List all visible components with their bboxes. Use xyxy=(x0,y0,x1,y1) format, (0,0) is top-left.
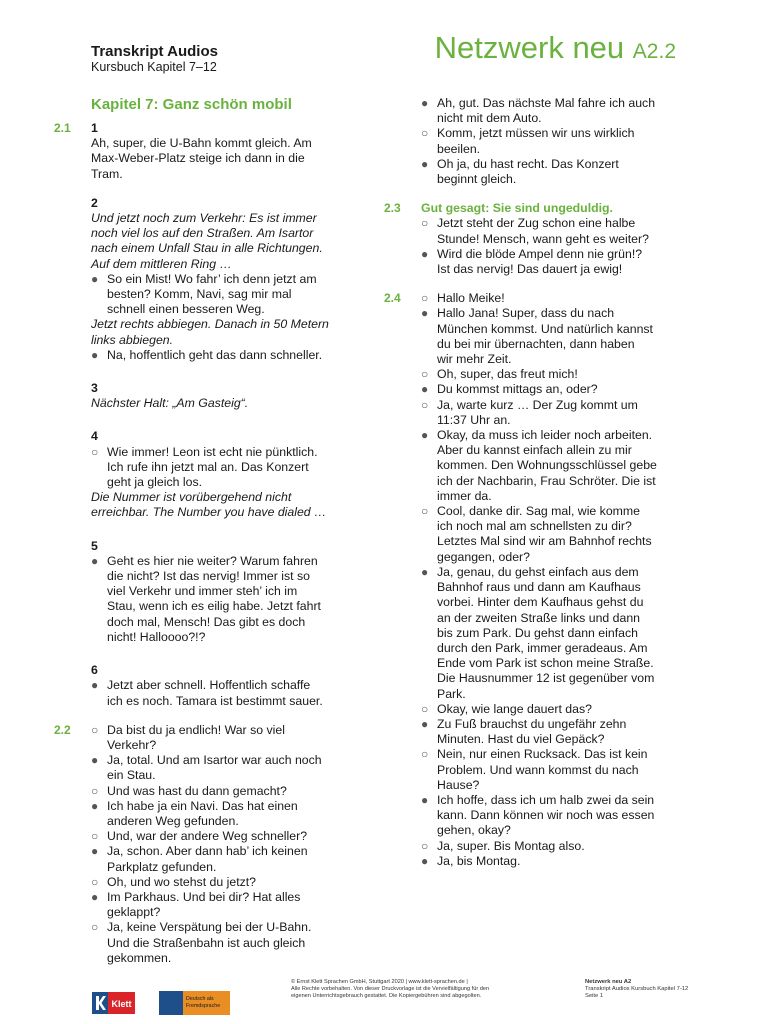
dialog-block-4 xyxy=(91,429,353,520)
text-line: So ein Mist! Wo fahr’ ich denn jetzt am xyxy=(107,271,317,286)
text-line: Park. xyxy=(437,686,466,701)
speech-line xyxy=(421,306,683,367)
speech-line xyxy=(421,854,683,869)
filled-bullet-icon: ● xyxy=(91,753,99,768)
page-number: Seite 1 xyxy=(585,993,604,999)
legal-line: eigenen Unterrichtsgebrauch gestattet. Die Kopiergebühren sind abgegolten. xyxy=(291,993,482,999)
legal-line: Alle Rechte vorbehalten. Von dieser Druckvorlage ist die Vervielfältigung für den xyxy=(291,986,490,992)
filled-bullet-icon: ● xyxy=(421,96,429,110)
open-bullet-icon: ○ xyxy=(91,874,99,889)
text-line: Ich rufe ihn jetzt mal an. Das Konzert xyxy=(107,459,309,474)
section-number: 2.1 xyxy=(54,121,71,135)
text-line: Ende vom Park ist schon meine Straße. xyxy=(437,656,654,671)
filled-bullet-icon: ● xyxy=(91,678,99,693)
italic-line: noch viel los auf den Straßen. Am Isartor xyxy=(91,226,314,241)
chapter-heading: Kapitel 7: Ganz schön mobil xyxy=(91,96,292,113)
text-line: München kommst. Und natürlich kannst xyxy=(437,321,653,336)
text-line: Die Hausnummer 12 ist gegenüber vom xyxy=(437,671,655,686)
speech-line xyxy=(421,793,683,839)
text-line: Tram. xyxy=(91,166,123,181)
text-line: Ja, total. Und am Isartor war auch noch xyxy=(107,753,322,768)
text-line: Letztes Mal sind wir am Bahnhof rechts xyxy=(437,534,652,549)
text-line: Zu Fuß brauchst du ungefähr zehn xyxy=(437,716,627,731)
section-number: 2.3 xyxy=(384,201,401,216)
text-line: anderen Weg gefunden. xyxy=(107,813,239,828)
speech-line xyxy=(421,839,683,854)
klett-logo-icon xyxy=(92,992,135,1014)
right-column xyxy=(384,96,683,869)
text-line: Na, hoffentlich geht das dann schneller. xyxy=(107,347,323,362)
text-line: Oh ja, du hast recht. Das Konzert xyxy=(437,156,619,171)
speech-line xyxy=(421,247,683,277)
speech-line xyxy=(421,291,683,306)
text-line: Ja, keine Verspätung bei der U-Bahn. xyxy=(107,920,312,935)
dialog-block-1 xyxy=(91,121,353,182)
text-line: Ja, super. Bis Montag also. xyxy=(437,838,585,853)
text-line: Problem. Und wann kommst du nach xyxy=(437,762,639,777)
text-line: Wird die blöde Ampel denn nie grün!? xyxy=(437,246,643,261)
footer xyxy=(0,979,768,1019)
filled-bullet-icon: ● xyxy=(91,553,99,568)
open-bullet-icon: ○ xyxy=(91,829,99,844)
section-2-3 xyxy=(384,201,683,277)
speech-line xyxy=(91,799,353,829)
text-line: Ich habe ja ein Navi. Das hat einen xyxy=(107,798,298,813)
speech-line xyxy=(91,554,353,645)
text-line: Cool, danke dir. Sag mal, wie komme xyxy=(437,504,640,519)
speech-line xyxy=(421,367,683,382)
italic-line: Und jetzt noch zum Verkehr: Es ist immer xyxy=(91,211,317,226)
filled-bullet-icon: ● xyxy=(421,306,429,321)
block-number: 6 xyxy=(91,663,98,678)
open-bullet-icon: ○ xyxy=(91,783,99,798)
text-line: immer da. xyxy=(437,488,492,503)
document-subtitle: Kursbuch Kapitel 7–12 xyxy=(91,60,217,74)
text-line: Verkehr? xyxy=(107,737,157,752)
left-column xyxy=(54,96,353,966)
filled-bullet-icon: ● xyxy=(421,382,429,397)
text-line: Ja, warte kurz … Der Zug kommt um xyxy=(437,397,638,412)
italic-line: Auf dem mittleren Ring … xyxy=(91,256,232,271)
speech-line xyxy=(421,428,683,504)
text-line: Oh, und wo stehst du jetzt? xyxy=(107,874,257,889)
open-bullet-icon: ○ xyxy=(91,444,99,459)
text-line: Okay, wie lange dauert das? xyxy=(437,701,592,716)
text-line: ich noch mal am schnellsten zu dir? xyxy=(437,519,632,534)
text-line: Ist das nervig! Das dauert ja ewig! xyxy=(437,262,623,277)
open-bullet-icon: ○ xyxy=(421,291,429,306)
daf-logo-text xyxy=(186,996,230,1009)
text-line: doch mal, Mensch! Das gibt es doch xyxy=(107,614,306,629)
dialog-block-3 xyxy=(91,381,353,411)
open-bullet-icon: ○ xyxy=(421,747,429,762)
text-line: 11:37 Uhr an. xyxy=(437,412,511,427)
block-number: 2 xyxy=(91,195,98,210)
daf-logo-line: Fremdsprache xyxy=(186,1002,221,1009)
text-line: viel Verkehr und immer steh’ ich im xyxy=(107,584,298,599)
speech-line xyxy=(91,844,353,874)
open-bullet-icon: ○ xyxy=(421,397,429,412)
brand-name: Netzwerk neu xyxy=(434,30,625,65)
open-bullet-icon: ○ xyxy=(421,367,429,382)
text-line: Jetzt aber schnell. Hoffentlich schaffe xyxy=(107,678,311,693)
brand-level: A2.2 xyxy=(632,40,676,63)
block-number: 5 xyxy=(91,538,98,553)
text-line: du bei mir übernachten, dann haben xyxy=(437,336,635,351)
speech-line xyxy=(421,747,683,793)
italic-line: links abbiegen. xyxy=(91,332,174,347)
text-line: Hallo Meike! xyxy=(437,291,505,306)
imprint-line: Transkript Audios Kursbuch Kapitel 7-12 xyxy=(585,986,689,992)
text-line: Da bist du ja endlich! War so viel xyxy=(107,722,285,737)
text-line: Max-Weber-Platz steige ich dann in die xyxy=(91,151,305,166)
speech-line xyxy=(91,890,353,920)
text-line: Du kommst mittags an, oder? xyxy=(437,382,598,397)
section-heading: Gut gesagt: Sie sind ungeduldig. xyxy=(421,201,613,216)
block-number: 3 xyxy=(91,381,98,396)
open-bullet-icon: ○ xyxy=(421,216,429,231)
italic-line: nach einem Unfall Stau in alle Richtungen. xyxy=(91,241,323,256)
italic-line: Die Nummer ist vorübergehend nicht xyxy=(91,490,292,505)
text-line: ein Stau. xyxy=(107,768,156,783)
header-left xyxy=(91,43,218,75)
open-bullet-icon: ○ xyxy=(421,504,429,519)
text-line: Ja, genau, du gehst einfach aus dem xyxy=(437,564,639,579)
text-line: an der zweiten Straße links und dann xyxy=(437,610,641,625)
text-line: Komm, jetzt müssen wir uns wirklich xyxy=(437,126,635,141)
speech-line xyxy=(91,784,353,799)
speech-line xyxy=(421,398,683,428)
filled-bullet-icon: ● xyxy=(421,246,429,261)
text-line: geklappt? xyxy=(107,905,161,920)
filled-bullet-icon: ● xyxy=(421,156,429,171)
text-line: gehen, okay? xyxy=(437,823,511,838)
speech-line xyxy=(91,348,353,363)
text-line: Minuten. Hast du viel Gepäck? xyxy=(437,732,605,747)
text-line: beginnt gleich. xyxy=(437,172,517,187)
filled-bullet-icon: ● xyxy=(91,347,99,362)
filled-bullet-icon: ● xyxy=(421,853,429,868)
speech-line xyxy=(421,126,683,156)
filled-bullet-icon: ● xyxy=(91,798,99,813)
text-line: Ich hoffe, dass ich um halb zwei da sein xyxy=(437,792,655,807)
text-line: nicht mit dem Auto. xyxy=(437,111,542,126)
speech-line xyxy=(91,753,353,783)
speech-line xyxy=(421,702,683,717)
dialog-block-5 xyxy=(91,539,353,645)
text-line: durch den Park, immer geradeaus. Am xyxy=(437,640,648,655)
text-line: Im Parkhaus. Und bei dir? Hat alles xyxy=(107,889,301,904)
text-line: nicht! Halloooo?!? xyxy=(107,629,206,644)
text-line: kann. Dann können wir noch was essen xyxy=(437,808,655,823)
open-bullet-icon: ○ xyxy=(91,920,99,935)
italic-line: Nächster Halt: „Am Gasteig“. xyxy=(91,396,249,411)
dialog-lines xyxy=(421,216,683,277)
speech-line xyxy=(421,717,683,747)
section-2-4 xyxy=(384,291,683,869)
text-line: bis zum Park. Du gehst dann einfach xyxy=(437,625,638,640)
open-bullet-icon: ○ xyxy=(421,838,429,853)
text-line: Aber du kannst einfach allein zu mir xyxy=(437,443,632,458)
speech-line xyxy=(421,157,683,187)
speech-line xyxy=(421,96,683,126)
open-bullet-icon: ○ xyxy=(421,701,429,716)
filled-bullet-icon: ● xyxy=(421,428,429,443)
brand-logo xyxy=(435,30,676,70)
open-bullet-icon: ○ xyxy=(421,126,429,141)
text-line: Hause? xyxy=(437,777,480,792)
open-bullet-icon: ○ xyxy=(91,722,99,737)
klett-logo xyxy=(92,992,135,1014)
text-line: kommen. Den Wohnungsschlüssel gebe xyxy=(437,458,657,473)
text-line: Parkplatz gefunden. xyxy=(107,859,217,874)
daf-logo-square xyxy=(159,991,183,1015)
section-2-1 xyxy=(54,121,353,709)
speech-line xyxy=(91,445,353,491)
text-line: Und, war der andere Weg schneller? xyxy=(107,829,308,844)
section-2-2 xyxy=(54,722,353,966)
text-line: Ja, schon. Aber dann hab’ ich keinen xyxy=(107,844,308,859)
text-line: Ah, super, die U-Bahn kommt gleich. Am xyxy=(91,136,312,151)
text-line: Und was hast du dann gemacht? xyxy=(107,783,287,798)
italic-line: erreichbar. The Number you have dialed … xyxy=(91,505,327,520)
text-line: geht ja gleich los. xyxy=(107,475,203,490)
legal-line: © Ernst Klett Sprachen GmbH, Stuttgart 2020 | www.klett-sprachen.de | xyxy=(291,979,468,985)
text-line: Stunde! Mensch, wann geht es weiter? xyxy=(437,231,649,246)
filled-bullet-icon: ● xyxy=(421,716,429,731)
text-line: Stau, wenn ich es eilig habe. Jetzt fahrt xyxy=(107,599,321,614)
text-line: Wie immer! Leon ist echt nie pünktlich. xyxy=(107,444,318,459)
italic-line: Jetzt rechts abbiegen. Danach in 50 Metern xyxy=(91,317,329,332)
dialog-block-2 xyxy=(91,196,353,363)
imprint-title: Netzwerk neu A2 xyxy=(585,979,632,985)
text-line: Hallo Jana! Super, dass du nach xyxy=(437,306,615,321)
speech-line xyxy=(91,829,353,844)
text-line: Ja, bis Montag. xyxy=(437,853,521,868)
speech-line xyxy=(421,382,683,397)
speech-line xyxy=(421,504,683,565)
text-line: gekommen. xyxy=(107,950,172,965)
text-line: ich es noch. Tamara ist bestimmt sauer. xyxy=(107,693,323,708)
text-line: Bahnhof raus und dann am Kaufhaus xyxy=(437,580,641,595)
block-number: 4 xyxy=(91,429,98,444)
text-line: Nein, nur einen Rucksack. Das ist kein xyxy=(437,747,648,762)
copyright-notice xyxy=(291,979,531,1000)
speech-line xyxy=(91,920,353,966)
dialog-lines-continued xyxy=(421,96,683,187)
dialog-lines xyxy=(91,723,353,966)
speech-line xyxy=(421,216,683,246)
speech-line xyxy=(91,723,353,753)
daf-logo-line: Deutsch als xyxy=(186,996,214,1002)
text-line: schnell einen besseren Weg. xyxy=(107,302,265,317)
text-line: Ah, gut. Das nächste Mal fahre ich auch xyxy=(437,96,656,110)
text-line: Und die Straßenbahn ist auch gleich xyxy=(107,935,306,950)
daf-logo xyxy=(159,991,230,1015)
text-line: vorbei. Hinter dem Kaufhaus gehst du xyxy=(437,595,644,610)
text-line: besten? Komm, Navi, sag mir mal xyxy=(107,287,292,302)
dialog-block-6 xyxy=(91,663,353,709)
speech-line xyxy=(91,875,353,890)
text-line: die nicht? Ist das nervig! Immer ist so xyxy=(107,569,310,584)
text-line: Jetzt steht der Zug schon eine halbe xyxy=(437,216,636,231)
text-line: Okay, da muss ich leider noch arbeiten. xyxy=(437,428,653,443)
filled-bullet-icon: ● xyxy=(91,889,99,904)
filled-bullet-icon: ● xyxy=(91,271,99,286)
section-number: 2.2 xyxy=(54,722,71,737)
text-line: Geht es hier nie weiter? Warum fahren xyxy=(107,553,318,568)
speech-line xyxy=(91,678,353,708)
dialog-lines xyxy=(421,291,683,869)
text-line: ich der Nachbarin, Frau Schröter. Die ist xyxy=(437,473,656,488)
document-title: Transkript Audios xyxy=(91,43,218,60)
section-number: 2.4 xyxy=(384,291,401,306)
text-line: gegangen, oder? xyxy=(437,549,530,564)
klett-wordmark: Klett xyxy=(111,999,132,1009)
block-number: 1 xyxy=(91,121,98,135)
filled-bullet-icon: ● xyxy=(421,792,429,807)
filled-bullet-icon: ● xyxy=(91,844,99,859)
text-line: beeilen. xyxy=(437,141,481,156)
speech-line xyxy=(91,272,353,318)
imprint xyxy=(585,979,705,1000)
speech-line xyxy=(421,565,683,702)
text-line: Oh, super, das freut mich! xyxy=(437,367,578,382)
text-line: wir mehr Zeit. xyxy=(437,352,512,367)
filled-bullet-icon: ● xyxy=(421,564,429,579)
